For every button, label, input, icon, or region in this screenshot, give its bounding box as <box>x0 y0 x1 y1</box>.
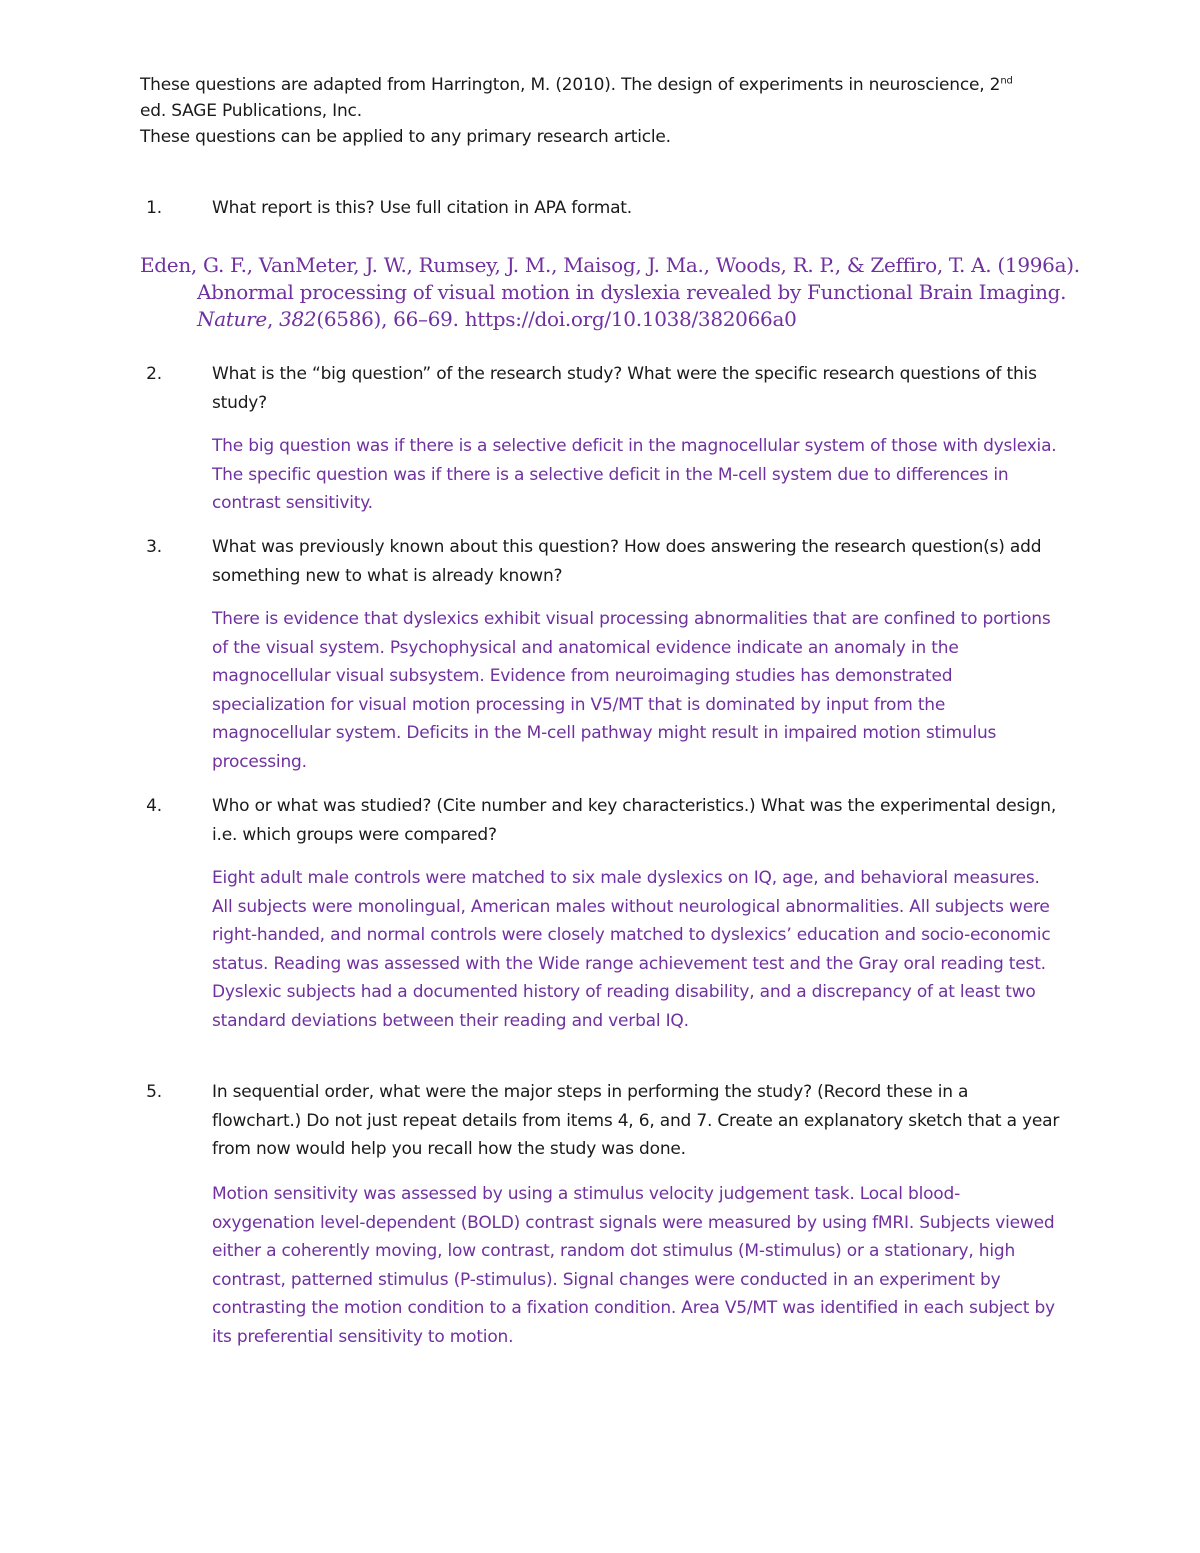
question-text: What was previously known about this question? How does answering the research question(s) add something new to what is already known? <box>212 537 1042 586</box>
reference-text: Eden, G. F., VanMeter, J. W., Rumsey, J. M., Maisog, J. Ma., Woods, R. P., & Zeffiro, T. A. (1996a). Abnormal processing of visual motion in dyslexia revealed by Functional Brain Imaging. <box>140 253 1080 304</box>
intro-block <box>140 72 1080 150</box>
question-number: 1. <box>146 198 162 218</box>
question-number: 3. <box>146 537 162 557</box>
answer-2: The big question was if there is a selective deficit in the magnocellular system of those with dyslexia. The specific question was if there is a selective deficit in the M-cell system due to differences in contrast sensitivity. <box>212 436 1057 513</box>
apa-reference <box>140 252 1107 333</box>
answer-5: Motion sensitivity was assessed by using a stimulus velocity judgement task. Local blood-oxygenation level-dependent (BOLD) contrast signals were measured by using fMRI. Subjects viewed either a coherently moving, low contrast, random dot stimulus (M-stimulus) or a stationary, high contrast, patterned stimulus (P-stimulus). Signal changes were conducted in an experiment by contrasting the motion condition to a fixation condition. Area V5/MT was identified in each subject by its preferential sensitivity to motion. <box>212 1184 1055 1347</box>
reference-volume: 382 <box>279 307 317 331</box>
question-5 <box>140 1078 1060 1164</box>
intro-line-1 <box>140 72 1080 124</box>
question-3 <box>140 533 1060 590</box>
question-number: 2. <box>146 364 162 384</box>
question-number: 4. <box>146 796 162 816</box>
answer-4: Eight adult male controls were matched to six male dyslexics on IQ, age, and behavioral measures. All subjects were monolingual, American males without neurological abnormalities. All subjects were right-handed, and normal controls were closely matched to dyslexics’ education and socio-economic status. Reading was assessed with the Wide range achievement test and the Gray oral reading test. Dyslexic subjects had a documented history of reading disability, and a discrepancy of at least two standard deviations between their reading and verbal IQ. <box>212 868 1051 1031</box>
reference-issue-pages-doi: (6586), 66–69. https://doi.org/10.1038/382066a0 <box>316 307 797 331</box>
question-4 <box>140 792 1060 849</box>
question-text: What is the “big question” of the research study? What were the specific research questions of this study? <box>212 364 1037 413</box>
question-2 <box>140 360 1060 417</box>
reference-journal: Nature <box>197 307 267 331</box>
question-number: 5. <box>146 1082 162 1102</box>
question-text: Who or what was studied? (Cite number and key characteristics.) What was the experimental design, i.e. which groups were compared? <box>212 796 1057 845</box>
ordinal-superscript: nd <box>1000 75 1013 87</box>
intro-line-2: These questions can be applied to any primary research article. <box>140 127 671 147</box>
answer-3: There is evidence that dyslexics exhibit visual processing abnormalities that are confined to portions of the visual system. Psychophysical and anatomical evidence indicate an anomaly in the magnocellular visual subsystem. Evidence from neuroimaging studies has demonstrated specialization for visual motion processing in V5/MT that is dominated by input from the magnocellular system. Deficits in the M-cell pathway might result in impaired motion stimulus processing. <box>212 609 1051 772</box>
intro-text: These questions are adapted from Harrington, M. (2010). The design of experiments in neuroscience, 2 <box>140 75 1001 95</box>
question-text: What report is this? Use full citation in APA format. <box>212 198 632 218</box>
question-text: In sequential order, what were the major steps in performing the study? (Record these in a flowchart.) Do not just repeat details from items 4, 6, and 7. Create an explanatory sketch that a year from now would help you recall how the study was done. <box>212 1082 1060 1159</box>
question-1 <box>140 194 1060 223</box>
reference-separator: , <box>266 307 280 331</box>
intro-text-cont: ed. SAGE Publications, Inc. <box>140 101 362 121</box>
